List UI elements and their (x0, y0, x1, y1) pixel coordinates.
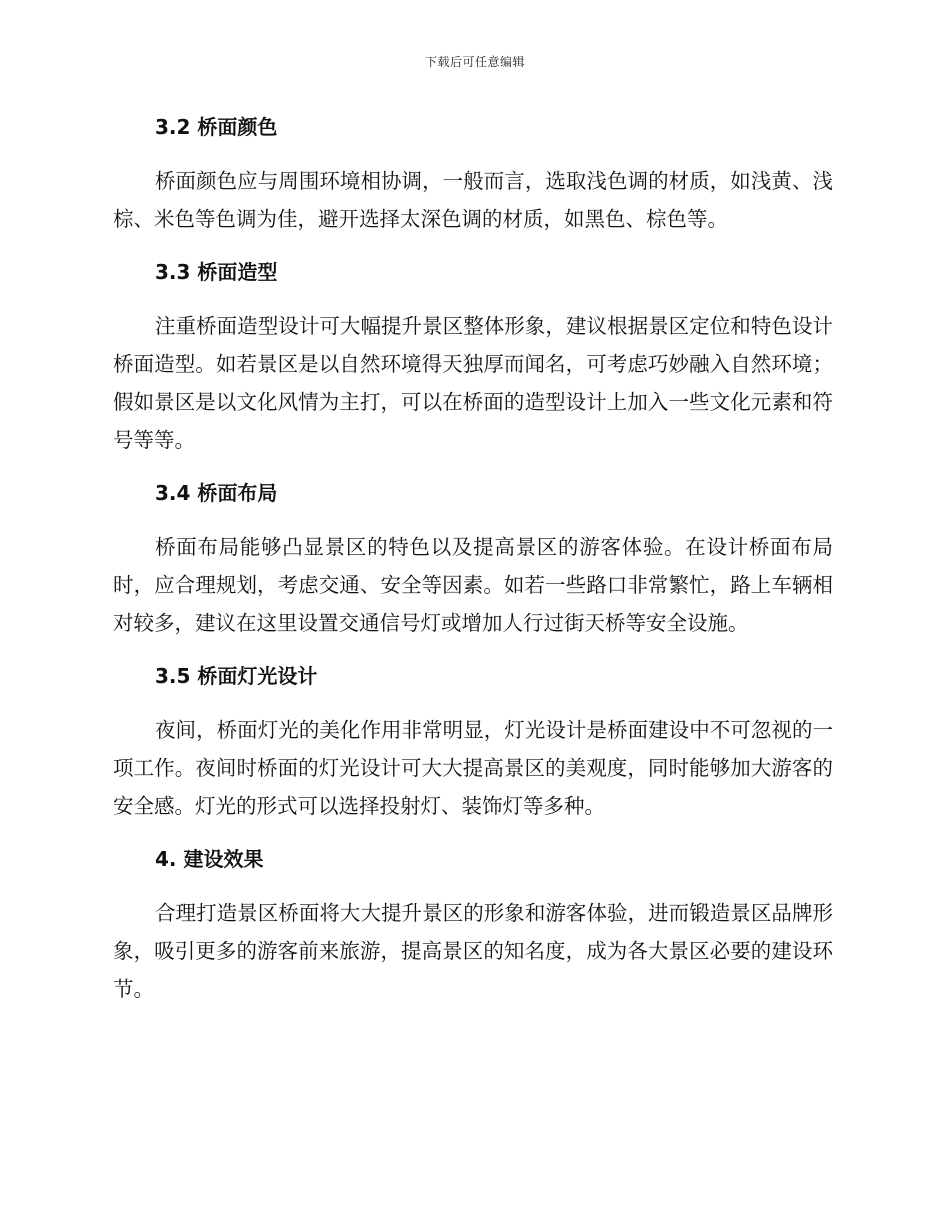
document-body (113, 108, 833, 1023)
section-bridge-layout (113, 474, 833, 642)
header-note: 下载后可任意编辑 (424, 55, 525, 69)
section-construction-effect (113, 840, 833, 1008)
section-paragraph: 桥面布局能够凸显景区的特色以及提高景区的游客体验。在设计桥面布局时，应合理规划，考虑交通、安全等因素。如若一些路口非常繁忙，路上车辆相对较多，建议在这里设置交通信号灯或增加人行过街天桥等安全设施。 (113, 535, 833, 635)
section-bridge-color (113, 108, 833, 238)
section-paragraph: 桥面颜色应与周围环境相协调，一般而言，选取浅色调的材质，如浅黄、浅棕、米色等色调为佳，避开选择太深色调的材质，如黑色、棕色等。 (113, 169, 833, 231)
section-heading: 3.3 桥面造型 (155, 260, 278, 284)
section-paragraph: 合理打造景区桥面将大大提升景区的形象和游客体验，进而锻造景区品牌形象，吸引更多的游客前来旅游，提高景区的知名度，成为各大景区必要的建设环节。 (113, 901, 833, 1001)
section-paragraph: 注重桥面造型设计可大幅提升景区整体形象，建议根据景区定位和特色设计桥面造型。如若景区是以自然环境得天独厚而闻名，可考虑巧妙融入自然环境；假如景区是以文化风情为主打，可以在桥面的造型设计上加入一些文化元素和符号等等。 (113, 314, 833, 452)
section-bridge-shape (113, 253, 833, 459)
section-heading: 3.4 桥面布局 (155, 481, 278, 505)
section-bridge-lighting (113, 657, 833, 825)
section-heading: 3.2 桥面颜色 (155, 115, 278, 139)
section-heading: 3.5 桥面灯光设计 (155, 664, 318, 688)
section-heading: 4. 建设效果 (155, 847, 264, 871)
section-paragraph: 夜间，桥面灯光的美化作用非常明显，灯光设计是桥面建设中不可忽视的一项工作。夜间时桥面的灯光设计可大大提高景区的美观度，同时能够加大游客的安全感。灯光的形式可以选择投射灯、装饰灯等多种。 (113, 718, 833, 818)
